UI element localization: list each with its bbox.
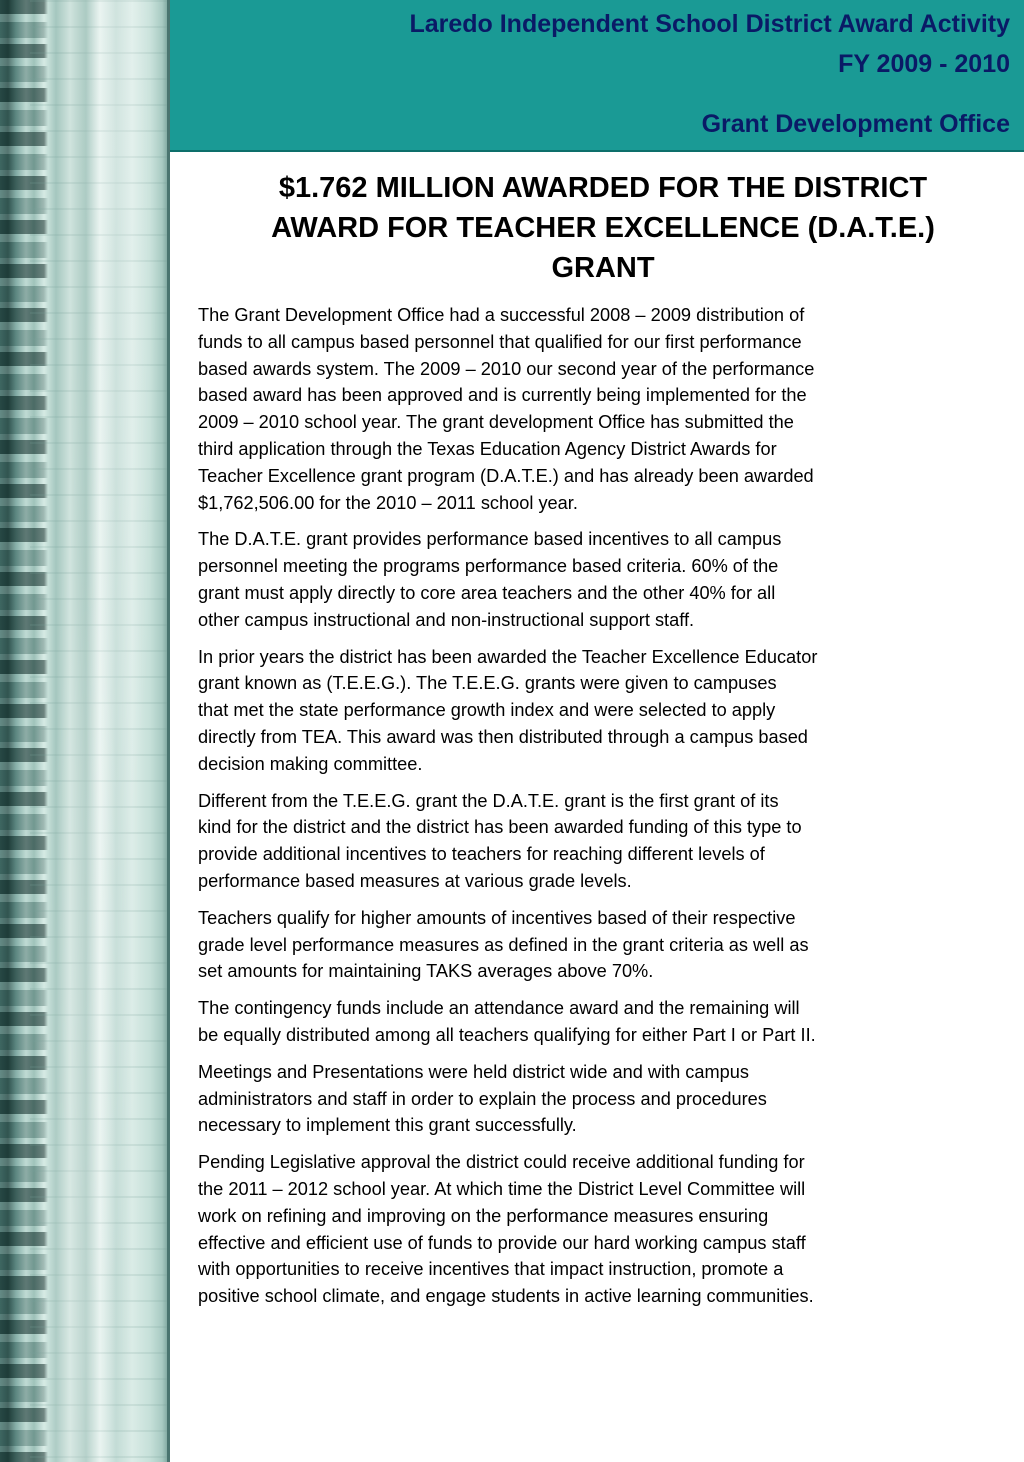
paragraph-line: Teachers qualify for higher amounts of incentives based of their respective xyxy=(198,907,796,928)
paragraph-line: with opportunities to receive incentives that impact instruction, promote a xyxy=(198,1259,784,1280)
paragraph-line: kind for the district and the district has been awarded funding of this type to xyxy=(198,817,802,838)
paragraph-line: $1,762,506.00 for the 2010 – 2011 school year. xyxy=(198,492,578,513)
paragraph-line: The D.A.T.E. grant provides performance based incentives to all campus xyxy=(198,529,782,550)
paragraph-line: administrators and staff in order to explain the process and procedures xyxy=(198,1088,767,1109)
paragraph-line: positive school climate, and engage students in active learning communities. xyxy=(198,1286,814,1307)
paragraph-line: Different from the T.E.E.G. grant the D.A.T.E. grant is the first grant of its xyxy=(198,790,779,811)
main-content xyxy=(190,168,1016,1320)
header-district-title: Laredo Independent School District Award Activity xyxy=(409,10,1010,38)
paragraph-line: that met the state performance growth index and were selected to apply xyxy=(198,700,776,721)
body-paragraph xyxy=(190,905,1016,985)
body-paragraph xyxy=(190,526,1016,633)
paragraph-line: The contingency funds include an attendance award and the remaining will xyxy=(198,998,800,1019)
paragraph-line: other campus instructional and non-instructional support staff. xyxy=(198,609,695,630)
side-image-edge xyxy=(167,0,170,1462)
headline-line: GRANT xyxy=(551,252,655,284)
paragraph-line: funds to all campus based personnel that qualified for our first performance xyxy=(198,331,802,352)
header-fiscal-year: FY 2009 - 2010 xyxy=(838,50,1010,78)
paragraph-line: 2009 – 2010 school year. The grant development Office has submitted the xyxy=(198,412,794,433)
body-paragraph xyxy=(190,1059,1016,1139)
paragraph-line: the 2011 – 2012 school year. At which time the District Level Committee will xyxy=(198,1178,806,1199)
paragraph-line: effective and efficient use of funds to provide our hard working campus staff xyxy=(198,1232,806,1253)
body-paragraph xyxy=(190,644,1016,778)
paragraph-line: The Grant Development Office had a successful 2008 – 2009 distribution of xyxy=(198,305,805,325)
paragraph-line: Teacher Excellence grant program (D.A.T.E.) and has already been awarded xyxy=(198,465,814,486)
body-paragraph xyxy=(190,302,1016,516)
paragraph-line: In prior years the district has been awarded the Teacher Excellence Educator xyxy=(198,646,818,667)
decorative-side-image xyxy=(0,0,170,1462)
paragraph-line: personnel meeting the programs performance based criteria. 60% of the xyxy=(198,556,779,577)
paragraph-line: based award has been approved and is currently being implemented for the xyxy=(198,385,807,406)
paragraph-line: grant known as (T.E.E.G.). The T.E.E.G. grants were given to campuses xyxy=(198,673,777,694)
paragraph-line: grade level performance measures as defined in the grant criteria as well as xyxy=(198,934,809,955)
body-paragraph xyxy=(190,995,1016,1049)
paragraph-line: third application through the Texas Education Agency District Awards for xyxy=(198,438,777,459)
paragraph-line: grant must apply directly to core area teachers and the other 40% for all xyxy=(198,582,776,603)
paragraph-line: set amounts for maintaining TAKS averages above 70%. xyxy=(198,961,654,982)
header-office-name: Grant Development Office xyxy=(701,110,1010,138)
paragraph-line: based awards system. The 2009 – 2010 our second year of the performance xyxy=(198,358,815,379)
body-paragraph xyxy=(190,788,1016,895)
paragraph-line: work on refining and improving on the performance measures ensuring xyxy=(198,1205,769,1226)
paragraph-line: necessary to implement this grant successfully. xyxy=(198,1115,577,1136)
side-image-highlight xyxy=(30,0,170,1462)
paragraph-line: Pending Legislative approval the district could receive additional funding for xyxy=(198,1152,805,1173)
body-paragraph xyxy=(190,1149,1016,1310)
paragraph-line: provide additional incentives to teachers for reaching different levels of xyxy=(198,844,765,865)
paragraph-line: Meetings and Presentations were held district wide and with campus xyxy=(198,1061,749,1082)
body-paragraphs xyxy=(190,302,1016,1310)
headline xyxy=(190,168,1016,288)
paragraph-line: directly from TEA. This award was then distributed through a campus based xyxy=(198,726,808,747)
paragraph-line: performance based measures at various grade levels. xyxy=(198,870,632,891)
paragraph-line: decision making committee. xyxy=(198,753,423,774)
paragraph-line: be equally distributed among all teachers qualifying for either Part I or Part II. xyxy=(198,1024,816,1045)
header-band xyxy=(170,0,1024,152)
headline-line: AWARD FOR TEACHER EXCELLENCE (D.A.T.E.) xyxy=(271,212,935,244)
headline-line: $1.762 MILLION AWARDED FOR THE DISTRICT xyxy=(278,172,928,204)
